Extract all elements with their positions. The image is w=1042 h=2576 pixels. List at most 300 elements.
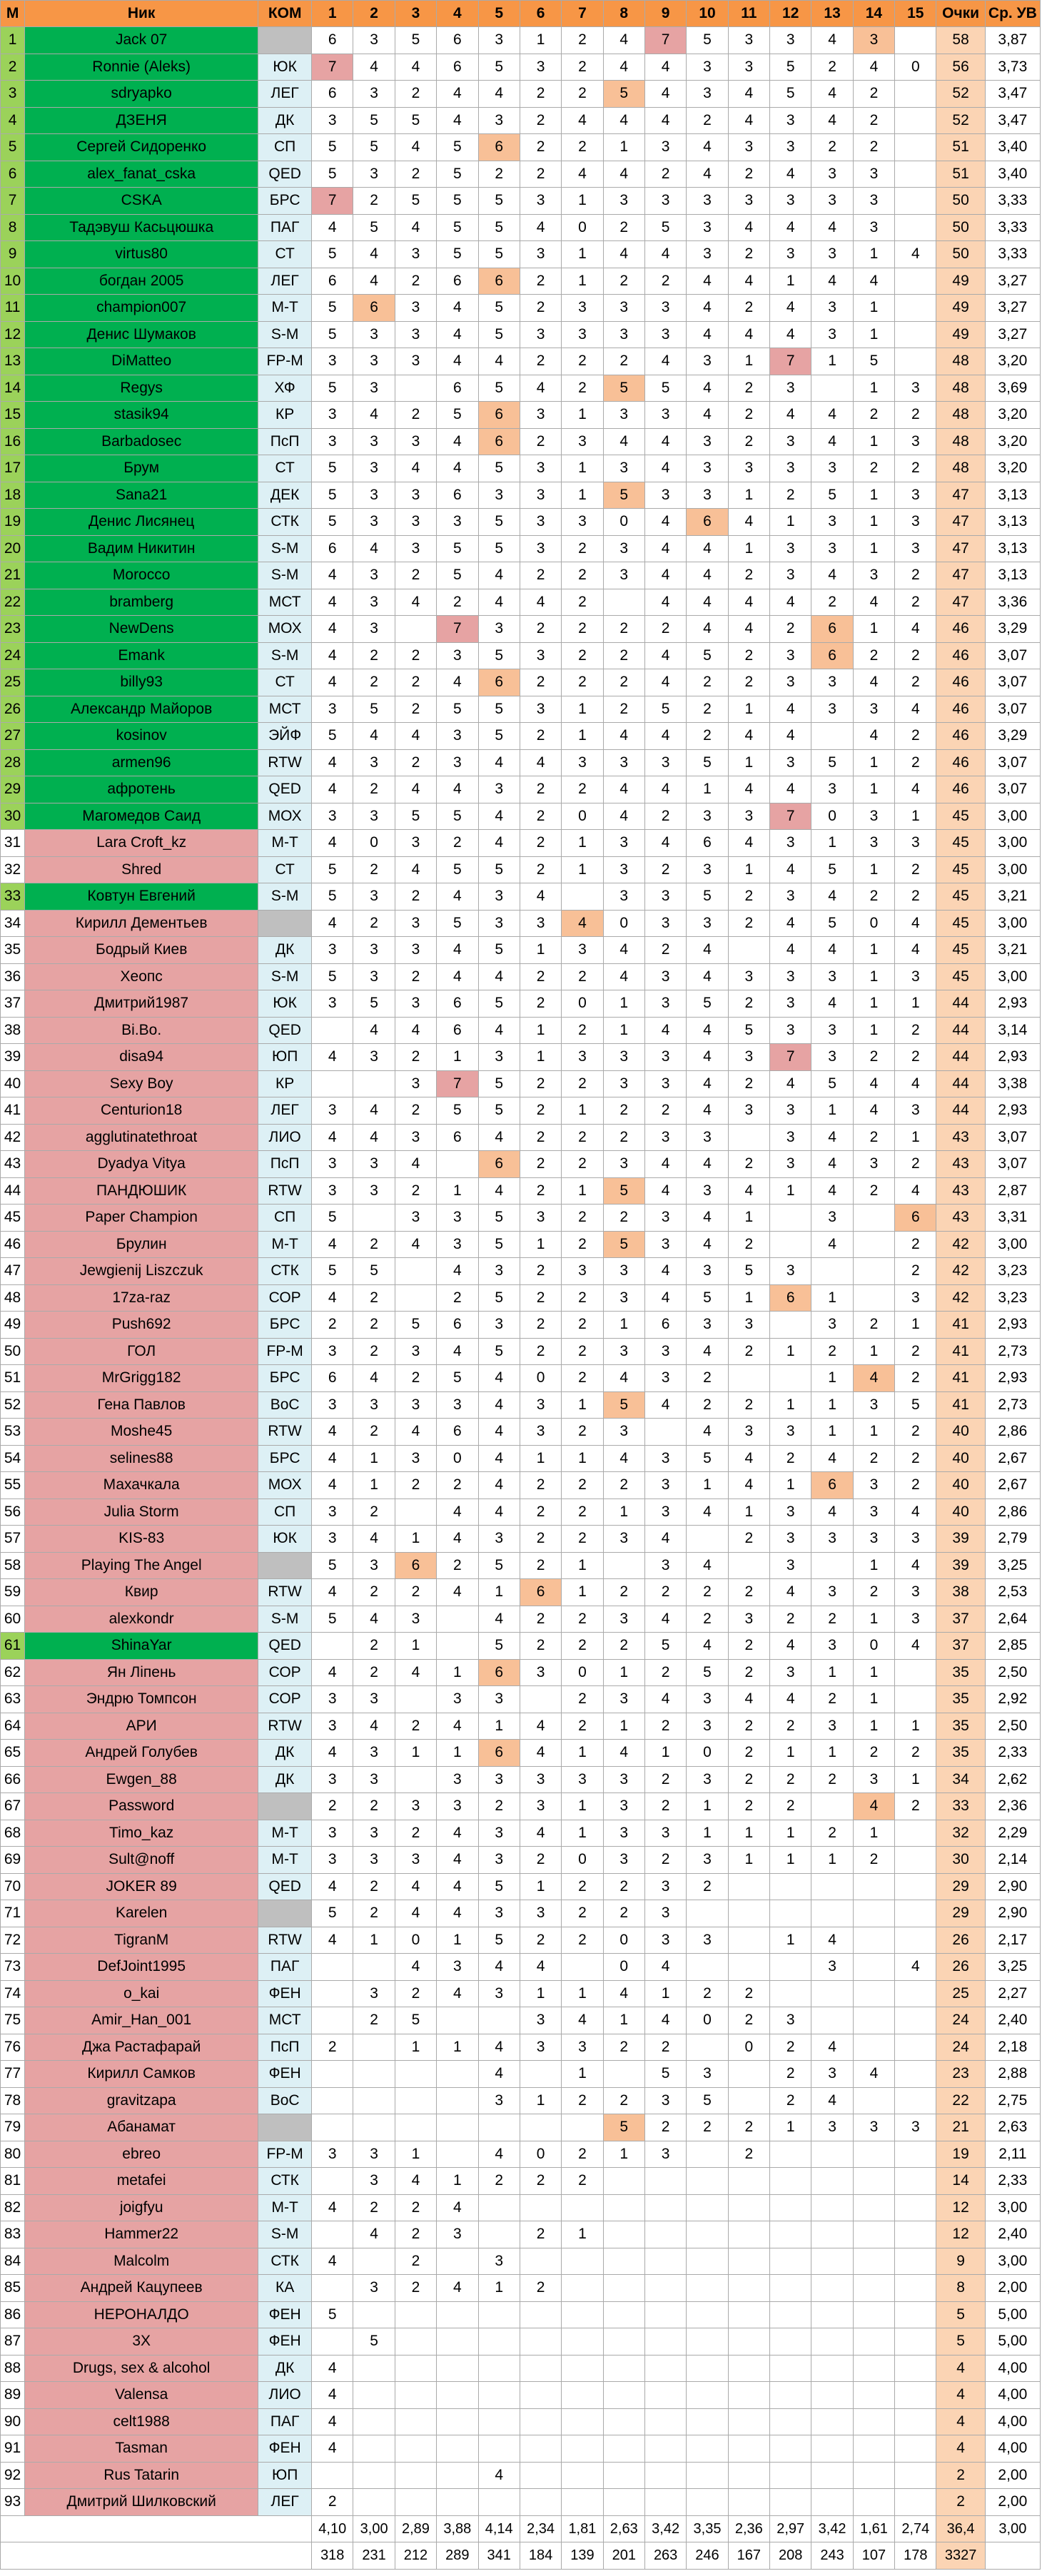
round-score-cell bbox=[728, 2408, 769, 2435]
place-cell: 62 bbox=[1, 1659, 25, 1686]
round-score-cell: 2 bbox=[562, 81, 603, 108]
round-score-cell: 4 bbox=[728, 776, 769, 803]
place-cell: 21 bbox=[1, 562, 25, 589]
round-score-cell: 1 bbox=[853, 963, 894, 990]
round-score-cell: 4 bbox=[603, 27, 644, 54]
round-score-cell: 4 bbox=[644, 1258, 686, 1285]
round-score-cell: 2 bbox=[520, 723, 561, 750]
team-cell: ФЕН bbox=[258, 2328, 312, 2356]
round-score-cell bbox=[353, 2408, 395, 2435]
round-score-cell: 4 bbox=[770, 1686, 811, 1713]
round-score-cell: 3 bbox=[603, 1820, 644, 1847]
nick-cell: bramberg bbox=[25, 589, 258, 616]
round-score-cell: 3 bbox=[353, 1740, 395, 1767]
round-score-cell: 1 bbox=[603, 1713, 644, 1740]
round-score-cell: 2 bbox=[395, 562, 436, 589]
totals-cell: 2,97 bbox=[770, 2515, 811, 2542]
round-score-cell: 3 bbox=[353, 803, 395, 830]
nick-cell: Shred bbox=[25, 856, 258, 883]
table-row bbox=[1, 1205, 1041, 1232]
round-score-cell bbox=[687, 2194, 728, 2221]
round-score-cell: 1 bbox=[853, 776, 894, 803]
round-score-cell: 4 bbox=[478, 562, 520, 589]
totals-cell: 4,14 bbox=[478, 2515, 520, 2542]
round-score-cell bbox=[562, 883, 603, 911]
table-row bbox=[1, 910, 1041, 937]
round-score-cell: 1 bbox=[562, 696, 603, 723]
team-cell: М-Т bbox=[258, 1231, 312, 1258]
round-score-cell: 3 bbox=[853, 696, 894, 723]
round-score-cell: 4 bbox=[395, 1231, 436, 1258]
round-score-cell: 2 bbox=[853, 134, 894, 161]
nick-cell: NewDens bbox=[25, 616, 258, 643]
round-score-cell bbox=[811, 1980, 853, 2007]
round-score-cell bbox=[437, 2061, 478, 2088]
round-score-cell: 4 bbox=[395, 1659, 436, 1686]
round-score-cell: 2 bbox=[395, 1097, 436, 1125]
points-cell: 43 bbox=[936, 1205, 985, 1232]
round-score-cell: 4 bbox=[478, 2061, 520, 2088]
place-cell: 55 bbox=[1, 1472, 25, 1499]
round-score-cell: 2 bbox=[603, 214, 644, 241]
round-score-cell: 2 bbox=[562, 1686, 603, 1713]
avg-cell: 3,38 bbox=[985, 1070, 1040, 1097]
round-score-cell: 4 bbox=[811, 1445, 853, 1472]
round-score-cell: 5 bbox=[437, 1097, 478, 1125]
place-cell: 8 bbox=[1, 214, 25, 241]
place-cell: 25 bbox=[1, 669, 25, 696]
place-cell: 18 bbox=[1, 482, 25, 509]
round-score-cell: 4 bbox=[895, 1177, 936, 1205]
team-cell: СОР bbox=[258, 1686, 312, 1713]
round-score-cell bbox=[395, 2328, 436, 2356]
round-score-cell: 0 bbox=[562, 1847, 603, 1874]
round-score-cell bbox=[437, 2114, 478, 2141]
round-score-cell: 2 bbox=[895, 1258, 936, 1285]
round-score-cell bbox=[895, 2328, 936, 2356]
round-score-cell bbox=[895, 2435, 936, 2463]
round-score-cell: 3 bbox=[811, 1205, 853, 1232]
round-score-cell: 1 bbox=[728, 696, 769, 723]
round-score-cell: 2 bbox=[395, 1579, 436, 1606]
round-score-cell: 4 bbox=[437, 321, 478, 348]
round-score-cell: 3 bbox=[562, 1258, 603, 1285]
place-cell: 89 bbox=[1, 2382, 25, 2409]
points-cell: 48 bbox=[936, 402, 985, 429]
round-score-cell: 3 bbox=[312, 1766, 353, 1793]
round-score-cell: 3 bbox=[395, 1338, 436, 1365]
round-score-cell: 2 bbox=[853, 1044, 894, 1071]
round-score-cell: 4 bbox=[728, 1445, 769, 1472]
totals-cell: 2,34 bbox=[520, 2515, 561, 2542]
nick-cell: CSKA bbox=[25, 188, 258, 215]
round-score-cell: 1 bbox=[853, 1338, 894, 1365]
round-score-cell: 4 bbox=[644, 348, 686, 375]
round-score-cell bbox=[520, 2301, 561, 2328]
round-score-cell: 3 bbox=[395, 321, 436, 348]
round-score-cell: 5 bbox=[353, 990, 395, 1018]
round-score-cell: 2 bbox=[562, 1419, 603, 1446]
points-cell: 8 bbox=[936, 2275, 985, 2302]
avg-cell: 2,17 bbox=[985, 1927, 1040, 1954]
round-score-cell: 3 bbox=[312, 1151, 353, 1178]
team-cell: S-M bbox=[258, 642, 312, 669]
round-score-cell bbox=[687, 2435, 728, 2463]
round-score-cell bbox=[437, 2248, 478, 2275]
round-score-cell: 2 bbox=[520, 1284, 561, 1312]
round-score-cell: 4 bbox=[644, 1177, 686, 1205]
round-score-cell: 0 bbox=[562, 214, 603, 241]
round-score-cell: 2 bbox=[353, 1284, 395, 1312]
round-score-cell: 4 bbox=[520, 883, 561, 911]
points-cell: 44 bbox=[936, 1017, 985, 1044]
round-score-cell: 1 bbox=[395, 1526, 436, 1553]
round-score-cell: 4 bbox=[353, 1124, 395, 1151]
round-score-cell: 2 bbox=[644, 937, 686, 964]
table-row bbox=[1, 2462, 1041, 2489]
round-score-cell: 4 bbox=[811, 81, 853, 108]
round-score-cell: 2 bbox=[728, 1980, 769, 2007]
round-score-cell: 3 bbox=[728, 1419, 769, 1446]
avg-cell: 2,63 bbox=[985, 2114, 1040, 2141]
team-cell: QED bbox=[258, 1873, 312, 1900]
round-score-cell: 6 bbox=[353, 295, 395, 322]
avg-cell: 3,29 bbox=[985, 616, 1040, 643]
round-score-cell bbox=[644, 2275, 686, 2302]
round-score-cell: 2 bbox=[437, 1284, 478, 1312]
round-score-cell: 4 bbox=[853, 1793, 894, 1820]
round-score-cell bbox=[603, 2221, 644, 2248]
round-score-cell: 3 bbox=[770, 1552, 811, 1579]
round-score-cell: 3 bbox=[603, 1419, 644, 1446]
round-score-cell: 4 bbox=[312, 1740, 353, 1767]
round-score-cell: 3 bbox=[644, 1124, 686, 1151]
round-score-cell: 3 bbox=[895, 963, 936, 990]
round-score-cell: 2 bbox=[562, 134, 603, 161]
round-score-cell: 2 bbox=[520, 134, 561, 161]
round-score-cell: 1 bbox=[562, 856, 603, 883]
avg-cell: 3,69 bbox=[985, 375, 1040, 402]
header-row bbox=[1, 1, 1041, 27]
round-score-cell: 4 bbox=[478, 348, 520, 375]
round-score-cell: 4 bbox=[603, 1740, 644, 1767]
team-cell: FP-M bbox=[258, 348, 312, 375]
round-score-cell bbox=[728, 2328, 769, 2356]
round-score-cell: 3 bbox=[562, 321, 603, 348]
round-score-cell: 2 bbox=[562, 348, 603, 375]
round-score-cell: 5 bbox=[603, 1391, 644, 1419]
totals-cell: 4,10 bbox=[312, 2515, 353, 2542]
avg-cell: 3,25 bbox=[985, 1954, 1040, 1981]
place-cell: 70 bbox=[1, 1873, 25, 1900]
place-cell: 38 bbox=[1, 1017, 25, 1044]
round-score-cell: 4 bbox=[853, 589, 894, 616]
round-score-cell bbox=[478, 2328, 520, 2356]
round-score-cell: 3 bbox=[312, 2141, 353, 2168]
round-score-cell: 4 bbox=[437, 295, 478, 322]
round-score-cell: 3 bbox=[437, 509, 478, 536]
round-score-cell: 6 bbox=[395, 1552, 436, 1579]
round-score-cell: 4 bbox=[353, 723, 395, 750]
round-score-cell: 4 bbox=[478, 830, 520, 857]
nick-cell: Кирилл Дементьев bbox=[25, 910, 258, 937]
round-score-cell: 5 bbox=[644, 2061, 686, 2088]
avg-cell: 2,67 bbox=[985, 1472, 1040, 1499]
round-score-cell: 2 bbox=[562, 669, 603, 696]
round-score-cell: 3 bbox=[312, 1097, 353, 1125]
avg-cell: 3,23 bbox=[985, 1258, 1040, 1285]
round-score-cell bbox=[353, 2061, 395, 2088]
round-score-cell: 3 bbox=[644, 1231, 686, 1258]
totals-cell: 2,89 bbox=[395, 2515, 436, 2542]
nick-cell: Morocco bbox=[25, 562, 258, 589]
round-score-cell: 3 bbox=[895, 428, 936, 455]
round-score-cell: 3 bbox=[437, 1793, 478, 1820]
round-score-cell: 4 bbox=[811, 1124, 853, 1151]
round-score-cell: 3 bbox=[312, 1526, 353, 1553]
team-cell: S-M bbox=[258, 562, 312, 589]
round-score-cell: 2 bbox=[687, 696, 728, 723]
round-score-cell: 3 bbox=[312, 803, 353, 830]
round-score-cell bbox=[644, 2408, 686, 2435]
round-score-cell: 5 bbox=[312, 321, 353, 348]
round-score-cell: 3 bbox=[644, 1070, 686, 1097]
round-score-cell: 3 bbox=[353, 321, 395, 348]
round-score-cell: 2 bbox=[687, 1391, 728, 1419]
points-cell: 45 bbox=[936, 910, 985, 937]
round-score-cell: 2 bbox=[353, 1659, 395, 1686]
round-score-cell: 4 bbox=[644, 1284, 686, 1312]
team-cell: ЛЕГ bbox=[258, 81, 312, 108]
round-score-cell: 3 bbox=[687, 214, 728, 241]
nick-cell: Bi.Bo. bbox=[25, 1017, 258, 1044]
round-score-cell: 2 bbox=[728, 1740, 769, 1767]
round-score-cell: 4 bbox=[895, 241, 936, 268]
points-cell: 42 bbox=[936, 1231, 985, 1258]
round-score-cell: 3 bbox=[728, 54, 769, 81]
nick-cell: Valensa bbox=[25, 2382, 258, 2409]
nick-cell: TigranM bbox=[25, 1927, 258, 1954]
round-score-cell: 3 bbox=[770, 188, 811, 215]
round-score-cell: 3 bbox=[395, 1124, 436, 1151]
round-score-cell: 2 bbox=[811, 589, 853, 616]
round-score-cell: 0 bbox=[687, 1740, 728, 1767]
round-score-cell: 4 bbox=[687, 1499, 728, 1526]
round-score-cell: 1 bbox=[770, 1847, 811, 1874]
round-score-cell: 3 bbox=[644, 1365, 686, 1392]
round-score-cell: 4 bbox=[687, 1552, 728, 1579]
totals-cell: 3,42 bbox=[811, 2515, 853, 2542]
round-score-cell: 4 bbox=[687, 268, 728, 295]
avg-cell: 3,07 bbox=[985, 1151, 1040, 1178]
header-round: 11 bbox=[728, 1, 769, 27]
place-cell: 67 bbox=[1, 1793, 25, 1820]
round-score-cell: 2 bbox=[520, 562, 561, 589]
round-score-cell: 1 bbox=[728, 749, 769, 776]
round-score-cell: 4 bbox=[687, 535, 728, 562]
round-score-cell: 1 bbox=[520, 1980, 561, 2007]
place-cell: 93 bbox=[1, 2489, 25, 2516]
round-score-cell: 2 bbox=[728, 1338, 769, 1365]
round-score-cell: 5 bbox=[437, 696, 478, 723]
round-score-cell: 2 bbox=[520, 428, 561, 455]
nick-cell: Брум bbox=[25, 455, 258, 482]
avg-cell: 2,73 bbox=[985, 1391, 1040, 1419]
round-score-cell: 1 bbox=[728, 535, 769, 562]
table-row bbox=[1, 1954, 1041, 1981]
table-row bbox=[1, 1900, 1041, 1927]
round-score-cell: 2 bbox=[770, 1713, 811, 1740]
round-score-cell bbox=[853, 1980, 894, 2007]
round-score-cell: 3 bbox=[770, 1151, 811, 1178]
round-score-cell: 3 bbox=[437, 1205, 478, 1232]
team-cell: ЮП bbox=[258, 1044, 312, 1071]
round-score-cell: 2 bbox=[353, 910, 395, 937]
table-row bbox=[1, 482, 1041, 509]
round-score-cell: 2 bbox=[562, 1205, 603, 1232]
round-score-cell: 2 bbox=[520, 1338, 561, 1365]
round-score-cell: 2 bbox=[562, 1017, 603, 1044]
round-score-cell: 3 bbox=[644, 990, 686, 1018]
round-score-cell bbox=[395, 2435, 436, 2463]
round-score-cell: 3 bbox=[895, 2114, 936, 2141]
round-score-cell: 3 bbox=[770, 963, 811, 990]
round-score-cell bbox=[603, 1552, 644, 1579]
round-score-cell: 5 bbox=[478, 1097, 520, 1125]
points-cell: 41 bbox=[936, 1391, 985, 1419]
round-score-cell bbox=[562, 2382, 603, 2409]
totals-spacer bbox=[1, 2542, 312, 2570]
round-score-cell: 4 bbox=[728, 723, 769, 750]
round-score-cell: 3 bbox=[728, 963, 769, 990]
table-row bbox=[1, 161, 1041, 188]
round-score-cell: 2 bbox=[395, 161, 436, 188]
round-score-cell: 2 bbox=[687, 1579, 728, 1606]
round-score-cell: 4 bbox=[770, 776, 811, 803]
team-cell: ВоС bbox=[258, 2087, 312, 2114]
nick-cell: Jack 07 bbox=[25, 27, 258, 54]
place-cell: 61 bbox=[1, 1633, 25, 1660]
round-score-cell: 3 bbox=[644, 1472, 686, 1499]
round-score-cell: 3 bbox=[478, 27, 520, 54]
round-score-cell: 3 bbox=[644, 1900, 686, 1927]
round-score-cell: 3 bbox=[728, 27, 769, 54]
avg-cell: 3,33 bbox=[985, 188, 1040, 215]
round-score-cell bbox=[520, 2435, 561, 2463]
round-score-cell: 4 bbox=[811, 2087, 853, 2114]
round-score-cell: 5 bbox=[811, 1070, 853, 1097]
round-score-cell: 3 bbox=[353, 1391, 395, 1419]
round-score-cell: 3 bbox=[520, 1419, 561, 1446]
points-cell: 35 bbox=[936, 1713, 985, 1740]
round-score-cell bbox=[853, 2248, 894, 2275]
table-row bbox=[1, 268, 1041, 295]
round-score-cell: 3 bbox=[520, 1391, 561, 1419]
round-score-cell: 0 bbox=[437, 1445, 478, 1472]
round-score-cell: 3 bbox=[770, 883, 811, 911]
team-cell: QED bbox=[258, 161, 312, 188]
avg-cell: 3,21 bbox=[985, 883, 1040, 911]
round-score-cell bbox=[770, 2435, 811, 2463]
round-score-cell: 3 bbox=[687, 1686, 728, 1713]
round-score-cell: 2 bbox=[895, 1044, 936, 1071]
nick-cell: selines88 bbox=[25, 1445, 258, 1472]
round-score-cell bbox=[562, 2248, 603, 2275]
round-score-cell: 4 bbox=[728, 1472, 769, 1499]
round-score-cell: 2 bbox=[644, 856, 686, 883]
round-score-cell bbox=[312, 2275, 353, 2302]
round-score-cell: 2 bbox=[520, 1070, 561, 1097]
round-score-cell: 4 bbox=[603, 803, 644, 830]
nick-cell: joigfyu bbox=[25, 2194, 258, 2221]
round-score-cell: 4 bbox=[687, 963, 728, 990]
round-score-cell: 3 bbox=[811, 509, 853, 536]
round-score-cell: 2 bbox=[728, 295, 769, 322]
round-score-cell: 4 bbox=[437, 107, 478, 134]
round-score-cell: 2 bbox=[895, 1017, 936, 1044]
avg-cell: 2,29 bbox=[985, 1820, 1040, 1847]
points-cell: 49 bbox=[936, 268, 985, 295]
round-score-cell bbox=[687, 2034, 728, 2061]
round-score-cell: 2 bbox=[895, 1472, 936, 1499]
round-score-cell bbox=[770, 2221, 811, 2248]
round-score-cell: 3 bbox=[478, 1900, 520, 1927]
points-cell: 32 bbox=[936, 1820, 985, 1847]
round-score-cell: 3 bbox=[811, 188, 853, 215]
round-score-cell: 4 bbox=[644, 1686, 686, 1713]
round-score-cell bbox=[603, 2328, 644, 2356]
round-score-cell: 4 bbox=[312, 910, 353, 937]
header-team: КОМ bbox=[258, 1, 312, 27]
round-score-cell: 3 bbox=[478, 883, 520, 911]
round-score-cell: 5 bbox=[770, 81, 811, 108]
round-score-cell bbox=[603, 2248, 644, 2275]
avg-cell: 3,73 bbox=[985, 54, 1040, 81]
round-score-cell: 4 bbox=[312, 1445, 353, 1472]
avg-cell: 3,00 bbox=[985, 803, 1040, 830]
round-score-cell: 2 bbox=[520, 2275, 561, 2302]
round-score-cell: 2 bbox=[603, 1579, 644, 1606]
round-score-cell: 3 bbox=[770, 428, 811, 455]
round-score-cell: 4 bbox=[644, 1151, 686, 1178]
round-score-cell: 3 bbox=[478, 2087, 520, 2114]
round-score-cell bbox=[770, 1873, 811, 1900]
place-cell: 77 bbox=[1, 2061, 25, 2088]
round-score-cell: 2 bbox=[562, 1124, 603, 1151]
nick-cell: armen96 bbox=[25, 749, 258, 776]
round-score-cell bbox=[312, 2007, 353, 2034]
round-score-cell: 7 bbox=[312, 54, 353, 81]
round-score-cell: 4 bbox=[895, 1499, 936, 1526]
place-cell: 91 bbox=[1, 2435, 25, 2463]
nick-cell: Бодрый Киев bbox=[25, 937, 258, 964]
nick-cell: Playing The Angel bbox=[25, 1552, 258, 1579]
nick-cell: Магомедов Саид bbox=[25, 803, 258, 830]
place-cell: 83 bbox=[1, 2221, 25, 2248]
round-score-cell: 3 bbox=[895, 482, 936, 509]
round-score-cell: 5 bbox=[478, 1873, 520, 1900]
totals-avg-cell bbox=[985, 2542, 1040, 2570]
round-score-cell: 4 bbox=[728, 589, 769, 616]
points-cell: 37 bbox=[936, 1606, 985, 1633]
avg-cell: 3,27 bbox=[985, 321, 1040, 348]
round-score-cell: 3 bbox=[687, 348, 728, 375]
round-score-cell: 3 bbox=[895, 509, 936, 536]
team-cell bbox=[258, 1793, 312, 1820]
round-score-cell: 5 bbox=[312, 1552, 353, 1579]
round-score-cell bbox=[853, 2328, 894, 2356]
round-score-cell: 4 bbox=[644, 107, 686, 134]
